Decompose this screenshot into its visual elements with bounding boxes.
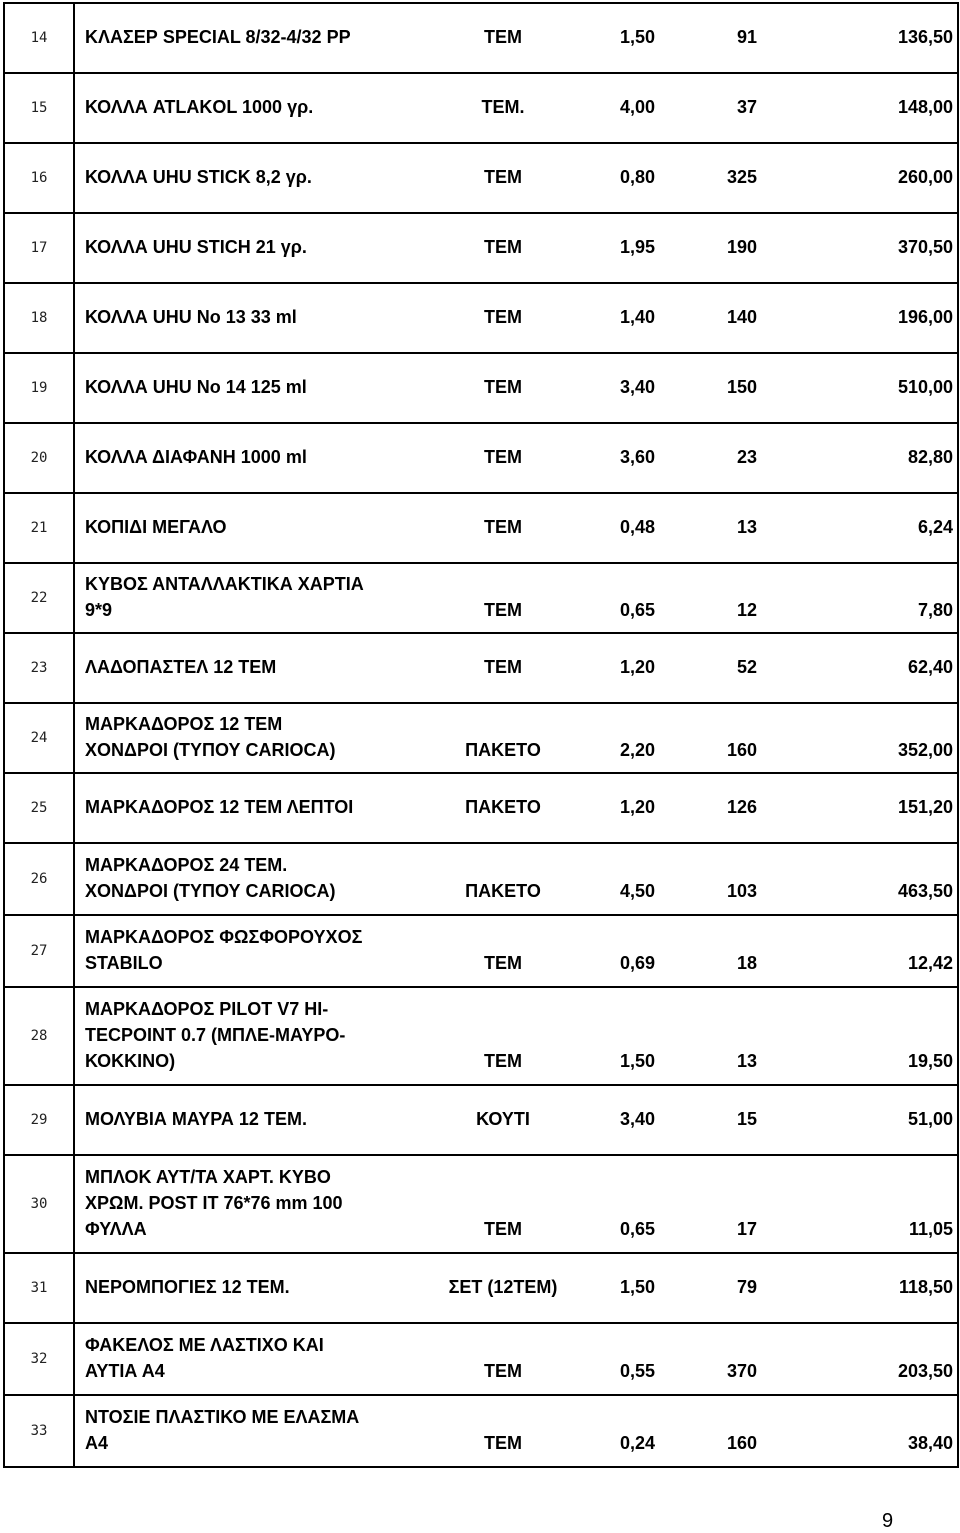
item-description: ΛΑΔΟΠΑΣΤΕΛ 12 ΤΕΜ xyxy=(85,657,277,677)
page-number: 9 xyxy=(882,1510,894,1532)
row-number: 17 xyxy=(4,213,74,283)
row-number: 33 xyxy=(4,1395,74,1467)
item-quantity: 37 xyxy=(736,97,757,117)
table-row xyxy=(4,1085,958,1155)
item-description: ΚΛΑΣΕΡ SPECIAL 8/32-4/32 PP xyxy=(85,27,351,47)
item-unit: ΠΑΚΕΤΟ xyxy=(465,740,541,760)
item-description: ΜΑΡΚΑΔΟΡΟΣ 12 ΤΕΜ ΧΟΝΔΡΟΙ (ΤΥΠΟΥ CARIOCA) xyxy=(85,714,336,760)
item-description: ΝΤΟΣΙΕ ΠΛΑΣΤΙΚΟ ΜΕ ΕΛΑΣΜΑ Α4 xyxy=(85,1407,360,1453)
item-quantity: 91 xyxy=(736,27,757,47)
item-total: 38,40 xyxy=(907,1433,953,1453)
item-quantity: 160 xyxy=(726,740,757,760)
row-number: 14 xyxy=(4,3,74,73)
item-unit: TEM xyxy=(484,237,522,257)
row-number: 25 xyxy=(4,773,74,843)
table-row xyxy=(4,283,958,353)
table-row xyxy=(4,213,958,283)
row-content xyxy=(74,563,958,633)
item-price: 0,65 xyxy=(619,600,655,620)
table-row xyxy=(4,143,958,213)
row-number: 16 xyxy=(4,143,74,213)
item-unit: TEM xyxy=(484,953,522,973)
item-price: 1,50 xyxy=(619,1051,655,1071)
item-price: 2,20 xyxy=(619,740,655,760)
item-unit: TEM xyxy=(484,377,522,397)
item-unit: TEM xyxy=(484,657,522,677)
table-row xyxy=(4,1253,958,1323)
item-description: ΚΟΛΛΑ UHU No 13 33 ml xyxy=(85,307,297,327)
item-quantity: 52 xyxy=(736,657,757,677)
table-row xyxy=(4,1323,958,1395)
item-quantity: 17 xyxy=(736,1219,757,1239)
item-total: 151,20 xyxy=(897,797,953,817)
item-total: 7,80 xyxy=(917,600,953,620)
item-quantity: 15 xyxy=(736,1109,757,1129)
row-content xyxy=(74,1323,958,1395)
table-row xyxy=(4,1395,958,1467)
item-quantity: 150 xyxy=(726,377,757,397)
row-content xyxy=(74,633,958,703)
row-number: 28 xyxy=(4,987,74,1085)
item-total: 196,00 xyxy=(897,307,953,327)
item-description: ΚΥΒΟΣ ΑΝΤΑΛΛΑΚΤΙΚΑ ΧΑΡΤΙΑ 9*9 xyxy=(85,574,364,620)
item-description: ΚΟΛΛΑ ΔΙΑΦΑΝΗ 1000 ml xyxy=(85,447,307,467)
item-description: ΜΠΛΟΚ ΑΥΤ/ΤΑ ΧΑΡΤ. ΚΥΒΟ ΧΡΩΜ. POST IT 76*76 mm 100 ΦΥΛΛΑ xyxy=(85,1167,343,1239)
item-total: 260,00 xyxy=(897,167,953,187)
table-row xyxy=(4,987,958,1085)
item-total: 82,80 xyxy=(907,447,953,467)
row-content xyxy=(74,283,958,353)
row-content xyxy=(74,3,958,73)
item-description: ΚΟΛΛΑ ATLAKOL 1000 γρ. xyxy=(85,97,314,117)
table-row xyxy=(4,915,958,987)
item-quantity: 160 xyxy=(726,1433,757,1453)
item-unit: TEM xyxy=(484,1051,522,1071)
item-price: 0,80 xyxy=(619,167,655,187)
item-price: 1,20 xyxy=(619,797,655,817)
item-price: 1,40 xyxy=(619,307,655,327)
row-number: 20 xyxy=(4,423,74,493)
item-description: ΜΑΡΚΑΔΟΡΟΣ ΦΩΣΦΟΡΟΥΧΟΣ STABILO xyxy=(85,927,363,973)
item-quantity: 126 xyxy=(726,797,757,817)
item-description: ΚΟΛΛΑ UHU STICK 8,2 γρ. xyxy=(85,167,312,187)
table-row xyxy=(4,73,958,143)
row-number: 23 xyxy=(4,633,74,703)
table-row xyxy=(4,1155,958,1253)
item-unit: ΠΑΚΕΤΟ xyxy=(465,881,541,901)
table-row xyxy=(4,703,958,773)
item-quantity: 140 xyxy=(726,307,757,327)
row-content xyxy=(74,915,958,987)
row-content xyxy=(74,987,958,1085)
item-description: ΝΕΡΟΜΠΟΓΙΕΣ 12 ΤΕΜ. xyxy=(85,1277,290,1297)
item-description: ΚΟΛΛΑ UHU No 14 125 ml xyxy=(85,377,307,397)
row-content xyxy=(74,353,958,423)
item-description: ΚΟΛΛΑ UHU STICH 21 γρ. xyxy=(85,237,307,257)
item-unit: TEM xyxy=(484,307,522,327)
row-number: 32 xyxy=(4,1323,74,1395)
item-quantity: 103 xyxy=(726,881,757,901)
item-price: 1,50 xyxy=(619,1277,655,1297)
item-quantity: 12 xyxy=(736,600,757,620)
row-number: 27 xyxy=(4,915,74,987)
item-total: 19,50 xyxy=(907,1051,953,1071)
item-quantity: 79 xyxy=(736,1277,757,1297)
row-content xyxy=(74,493,958,563)
item-unit: ΠΑΚΕΤΟ xyxy=(465,797,541,817)
item-price: 0,55 xyxy=(619,1361,655,1381)
row-content xyxy=(74,703,958,773)
item-description: ΦΑΚΕΛΟΣ ΜΕ ΛΑΣΤΙΧΟ ΚΑΙ ΑΥΤΙΑ Α4 xyxy=(85,1335,324,1381)
item-total: 352,00 xyxy=(897,740,953,760)
row-number: 24 xyxy=(4,703,74,773)
item-description: ΚΟΠΙΔΙ ΜΕΓΑΛΟ xyxy=(85,517,227,537)
row-number: 19 xyxy=(4,353,74,423)
item-quantity: 18 xyxy=(736,953,757,973)
item-unit: TEM xyxy=(484,27,522,47)
row-content xyxy=(74,73,958,143)
table-row xyxy=(4,493,958,563)
table-row xyxy=(4,3,958,73)
row-number: 26 xyxy=(4,843,74,915)
table-row xyxy=(4,353,958,423)
item-total: 11,05 xyxy=(908,1219,953,1239)
row-content xyxy=(74,423,958,493)
item-price: 4,00 xyxy=(619,97,655,117)
item-description: ΜΑΡΚΑΔΟΡΟΣ PILOT V7 HI- TECPOINT 0.7 (ΜΠΛΕ-ΜΑΥΡΟ- ΚΟΚΚΙΝΟ) xyxy=(85,999,346,1071)
item-quantity: 370 xyxy=(726,1361,757,1381)
row-content xyxy=(74,1155,958,1253)
item-unit: TEM. xyxy=(481,97,525,117)
item-price: 3,60 xyxy=(619,447,655,467)
item-price: 3,40 xyxy=(619,377,655,397)
item-total: 51,00 xyxy=(907,1109,953,1129)
row-number: 31 xyxy=(4,1253,74,1323)
row-content xyxy=(74,843,958,915)
table-row xyxy=(4,773,958,843)
item-quantity: 190 xyxy=(726,237,757,257)
item-total: 370,50 xyxy=(897,237,953,257)
item-description: ΜΑΡΚΑΔΟΡΟΣ 24 ΤΕΜ. ΧΟΝΔΡΟΙ (ΤΥΠΟΥ CARIOCA) xyxy=(85,855,336,901)
row-number: 18 xyxy=(4,283,74,353)
item-price: 0,69 xyxy=(619,953,655,973)
table-row xyxy=(4,423,958,493)
item-total: 6,24 xyxy=(917,517,953,537)
item-total: 118,50 xyxy=(898,1277,953,1297)
row-content xyxy=(74,1085,958,1155)
item-unit: ΚΟΥΤΙ xyxy=(476,1109,530,1129)
item-price: 0,48 xyxy=(619,517,655,537)
item-unit: TEM xyxy=(484,1219,522,1239)
item-description: ΜΟΛΥΒΙΑ ΜΑΥΡΑ 12 ΤΕΜ. xyxy=(85,1109,307,1129)
table-row xyxy=(4,843,958,915)
item-total: 203,50 xyxy=(897,1361,953,1381)
item-price: 1,95 xyxy=(619,237,655,257)
item-quantity: 13 xyxy=(736,1051,757,1071)
item-total: 12,42 xyxy=(907,953,953,973)
item-price: 1,20 xyxy=(619,657,655,677)
item-unit: TEM xyxy=(484,1361,522,1381)
item-price: 4,50 xyxy=(619,881,655,901)
item-price: 3,40 xyxy=(619,1109,655,1129)
item-price: 1,50 xyxy=(619,27,655,47)
row-content xyxy=(74,143,958,213)
item-description: ΜΑΡΚΑΔΟΡΟΣ 12 ΤΕΜ ΛΕΠΤΟΙ xyxy=(85,797,354,817)
row-number: 30 xyxy=(4,1155,74,1253)
items-table xyxy=(3,2,959,1468)
row-content xyxy=(74,1395,958,1467)
table-row xyxy=(4,633,958,703)
item-price: 0,65 xyxy=(619,1219,655,1239)
item-quantity: 23 xyxy=(736,447,757,467)
item-quantity: 325 xyxy=(726,167,757,187)
row-content xyxy=(74,213,958,283)
item-total: 463,50 xyxy=(897,881,953,901)
row-number: 21 xyxy=(4,493,74,563)
item-quantity: 13 xyxy=(736,517,757,537)
row-content xyxy=(74,1253,958,1323)
item-unit: TEM xyxy=(484,1433,522,1453)
item-unit: TEM xyxy=(484,447,522,467)
row-content xyxy=(74,773,958,843)
item-unit: ΣΕΤ (12ΤΕΜ) xyxy=(448,1277,558,1297)
item-unit: TEM xyxy=(484,167,522,187)
item-unit: TEM xyxy=(484,517,522,537)
item-total: 148,00 xyxy=(897,97,953,117)
item-unit: TEM xyxy=(484,600,522,620)
item-total: 510,00 xyxy=(897,377,953,397)
item-total: 62,40 xyxy=(907,657,953,677)
item-total: 136,50 xyxy=(897,27,953,47)
table-row xyxy=(4,563,958,633)
row-number: 15 xyxy=(4,73,74,143)
row-number: 22 xyxy=(4,563,74,633)
row-number: 29 xyxy=(4,1085,74,1155)
item-price: 0,24 xyxy=(619,1433,655,1453)
